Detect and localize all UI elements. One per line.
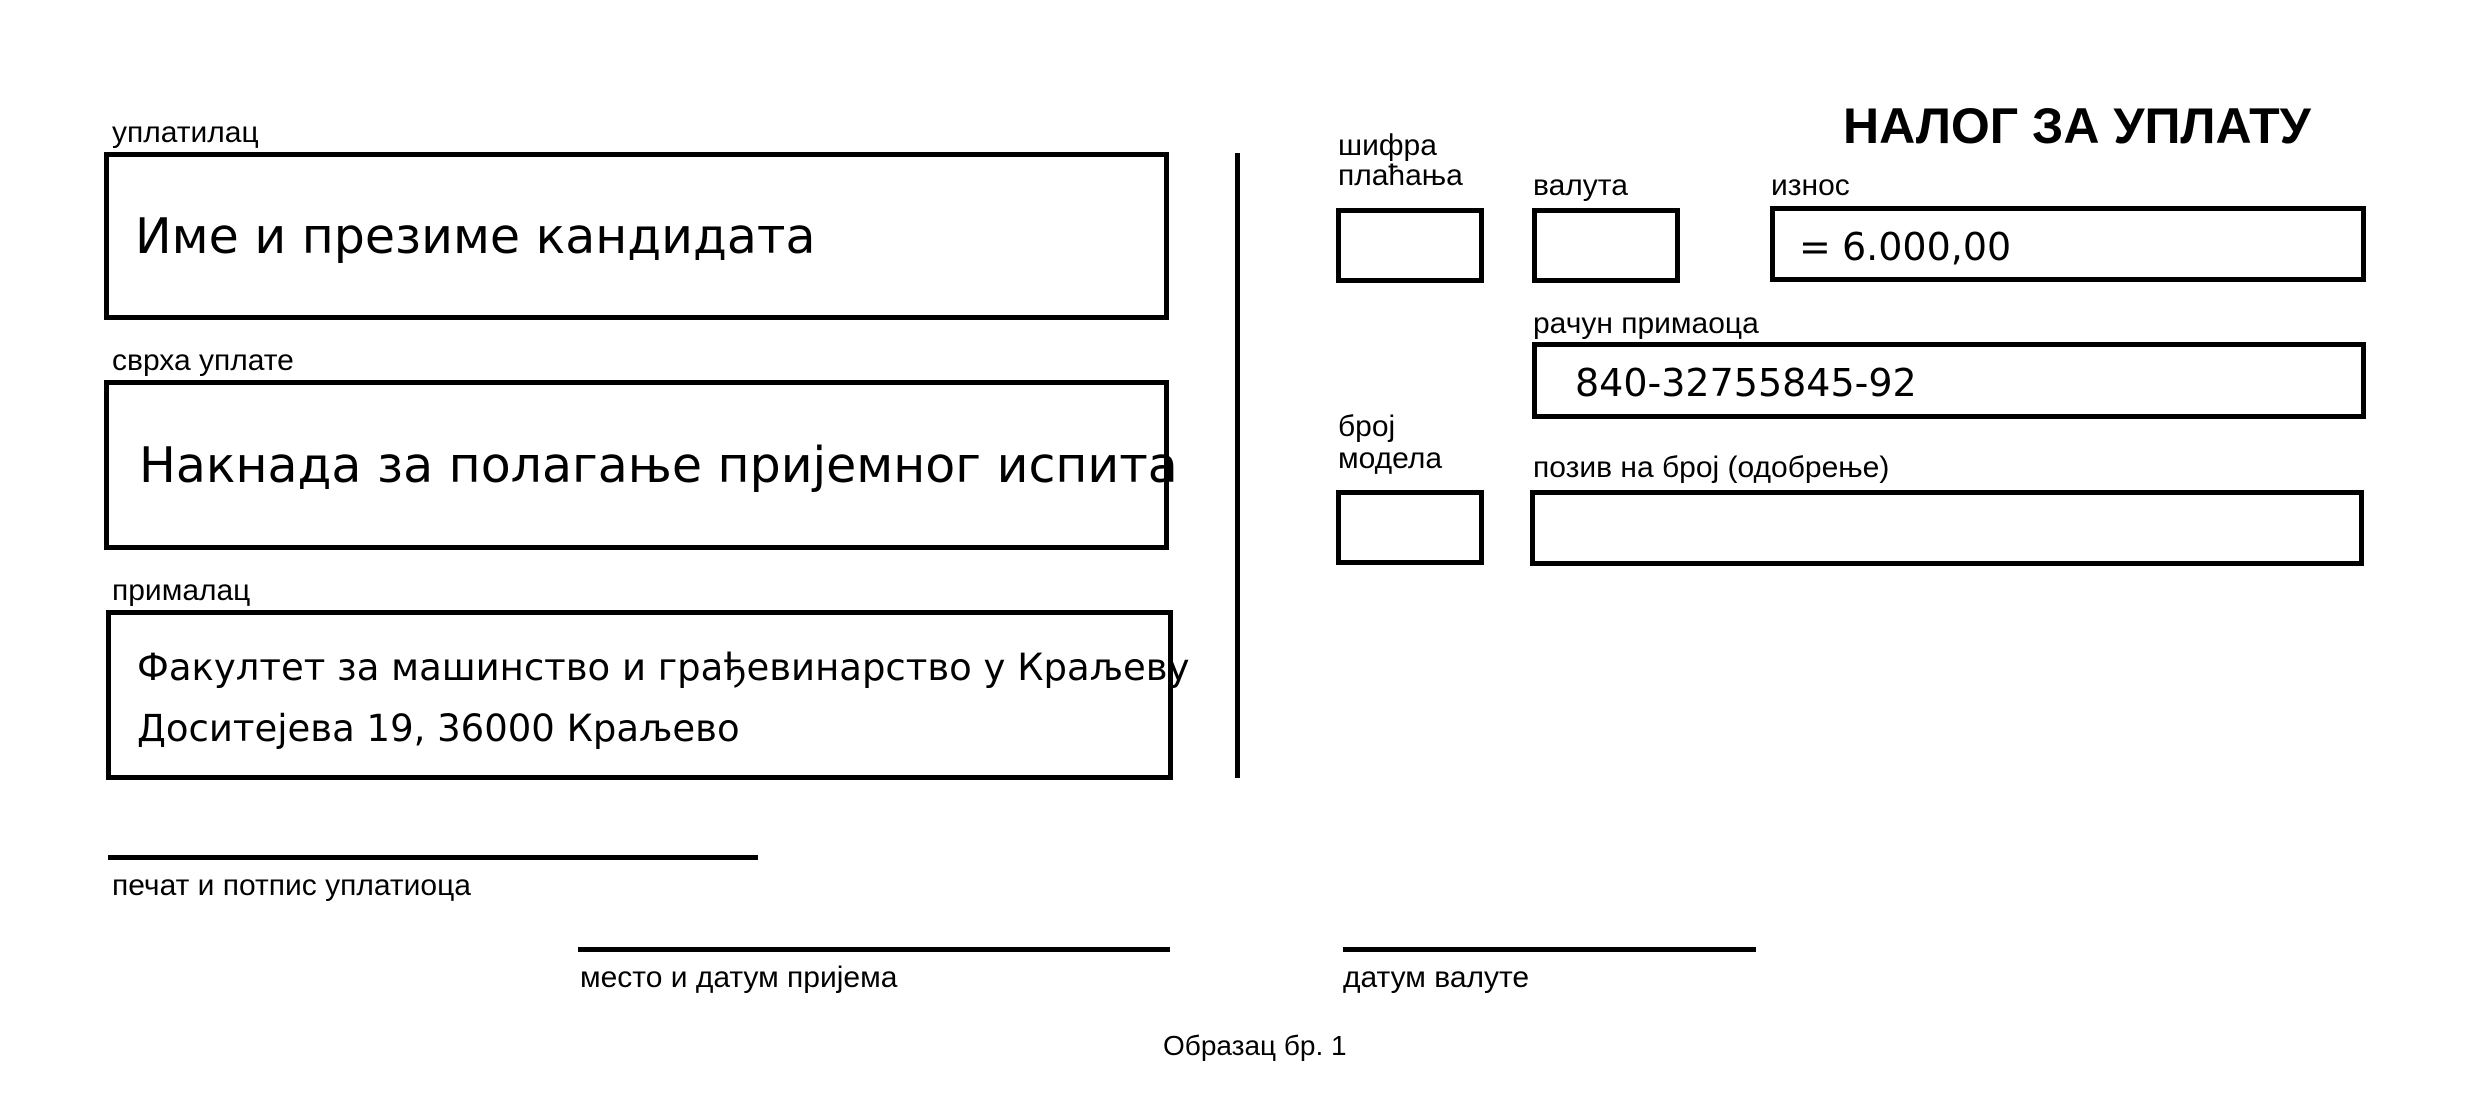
payment-code-label-1: шифра <box>1338 129 1437 162</box>
account-label: рачун примаоца <box>1533 307 1759 340</box>
reference-field[interactable] <box>1530 490 2364 566</box>
amount-label: износ <box>1771 169 1850 202</box>
form-title: НАЛОГ ЗА УПЛАТУ <box>1843 98 2311 154</box>
place-date-line <box>578 947 1170 952</box>
payment-code-field[interactable] <box>1336 208 1484 283</box>
recipient-field[interactable] <box>106 610 1190 780</box>
recipient-label: прималац <box>112 574 251 607</box>
amount-field[interactable] <box>1770 206 2366 282</box>
payment-code-label-2: плаћања <box>1338 159 1463 192</box>
reference-label: позив на број (одобрење) <box>1533 451 1890 484</box>
value-date-label: датум валуте <box>1343 961 1530 994</box>
amount-prefix: = <box>1799 225 1831 269</box>
model-field[interactable] <box>1336 490 1484 565</box>
model-label-1: број <box>1338 410 1396 443</box>
value-date-line <box>1343 947 1756 952</box>
purpose-field[interactable] <box>104 380 1178 550</box>
currency-field[interactable] <box>1532 208 1680 283</box>
account-value: 840-32755845-92 <box>1575 361 1917 405</box>
form-number: Образац бр. 1 <box>1163 1030 1347 1061</box>
amount-value: 6.000,00 <box>1842 225 2012 269</box>
purpose-value: Накнада за полагање пријемног испита <box>139 437 1178 494</box>
recipient-line2: Доситејева 19, 36000 Краљево <box>137 707 740 750</box>
payer-signature-label: печат и потпис уплатиоца <box>112 869 471 902</box>
recipient-line1: Факултет за машинство и грађевинарство у Краљеву <box>137 646 1190 689</box>
currency-label: валута <box>1533 169 1628 202</box>
payer-field[interactable] <box>104 152 1169 320</box>
purpose-label: сврха уплате <box>112 344 294 377</box>
vertical-divider <box>1235 153 1240 778</box>
payer-label: уплатилац <box>112 116 259 149</box>
payer-signature-line <box>108 855 758 860</box>
place-date-label: место и датум пријема <box>580 961 898 994</box>
payer-value: Име и презиме кандидата <box>135 208 816 265</box>
account-field[interactable] <box>1532 342 2366 419</box>
model-label-2: модела <box>1338 442 1443 475</box>
